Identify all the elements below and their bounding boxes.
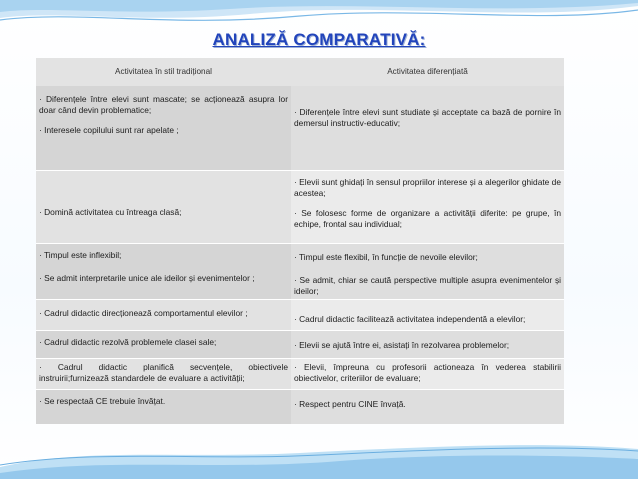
- list-item: · Elevii sunt ghidați în sensul propriilor interese și a alegerilor ghidate de acestea;: [294, 177, 561, 199]
- list-item: · Cadrul didactic rezolvă problemele clasei sale;: [39, 337, 217, 347]
- table-cell: [36, 331, 291, 358]
- list-item: · Cadrul didactic planifică secvențele, obiectivele instruirii;furnizează standardele de evaluare a activității;: [39, 362, 288, 384]
- table-cell: [36, 390, 291, 424]
- list-item: · Diferențele între elevi sunt mascate; se acționează asupra lor doar când devin problematice;: [39, 94, 288, 116]
- header-differentiated: Activitatea diferențiată: [291, 58, 564, 86]
- table-row: [36, 331, 564, 358]
- comparison-table: [36, 58, 564, 424]
- table-row: [36, 359, 564, 389]
- page-title: ANALIZĂ COMPARATIVĂ:: [212, 30, 426, 49]
- list-item: · Interesele copilului sunt rar apelate ;: [39, 125, 179, 136]
- bottom-wave-decoration: [0, 437, 638, 479]
- list-item: · Se respectaă CE trebuie învățat.: [39, 396, 166, 406]
- table-cell: [291, 331, 564, 358]
- list-item: · Respect pentru CINE învață.: [294, 399, 406, 409]
- table-row: [36, 390, 564, 424]
- table-row: [36, 171, 564, 243]
- list-item: · Elevii, împreuna cu profesorii actioneaza în vederea stabilirii obiectivelor, criteriilor de evaluare;: [294, 362, 561, 384]
- list-item: · Domină activitatea cu întreaga clasă;: [39, 207, 182, 217]
- list-item: · Timpul este flexibil, în funcție de nevoile elevilor;: [294, 252, 478, 262]
- table-row: [36, 300, 564, 330]
- table-cell: [291, 359, 564, 389]
- table-cell: [36, 86, 291, 170]
- list-item: · Se admit interpretarile unice ale ideilor și evenimentelor ;: [39, 273, 255, 284]
- table-header-row: [36, 58, 564, 86]
- table-row: [36, 244, 564, 299]
- table-cell: [36, 171, 291, 243]
- table-cell: [291, 390, 564, 424]
- list-item: · Cadrul didactic direcționează comportamentul elevilor ;: [39, 308, 248, 318]
- table-cell: [36, 300, 291, 330]
- list-item: · Se folosesc forme de organizare a activității diferite: pe grupe, în echipe, frontal sau individual;: [294, 208, 561, 230]
- list-item: · Se admit, chiar se caută perspective multiple asupra evenimentelor și ideilor;: [294, 275, 561, 297]
- list-item: · Timpul este inflexibil;: [39, 250, 122, 260]
- table-cell: [291, 244, 564, 299]
- table-cell: [291, 171, 564, 243]
- list-item: · Diferențele între elevi sunt studiate și acceptate ca bază de pornire în demersul instructiv-educativ;: [294, 107, 561, 129]
- table-cell: [291, 86, 564, 170]
- table-cell: [291, 300, 564, 330]
- table-cell: [36, 244, 291, 299]
- table-row: [36, 86, 564, 170]
- list-item: · Cadrul didactic facilitează activitatea independentă a elevilor;: [294, 314, 526, 324]
- list-item: · Elevii se ajută între ei, asistați în rezolvarea problemelor;: [294, 340, 510, 350]
- table-cell: [36, 359, 291, 389]
- header-traditional: Activitatea în stil tradițional: [36, 58, 291, 86]
